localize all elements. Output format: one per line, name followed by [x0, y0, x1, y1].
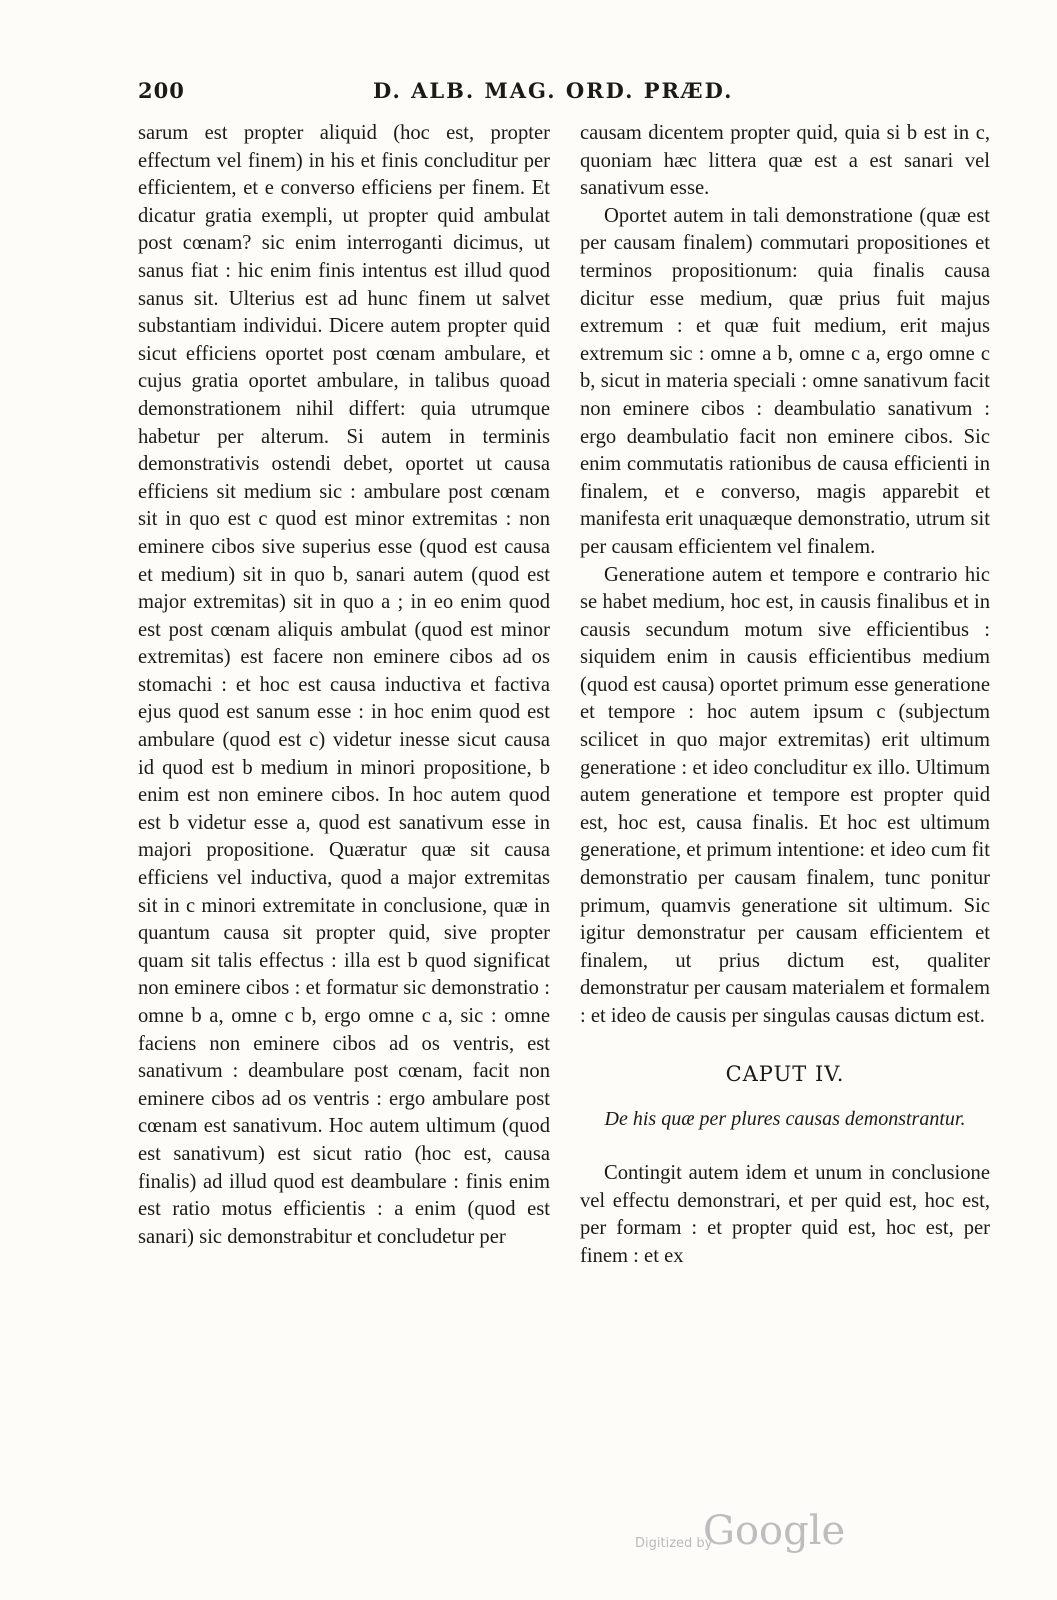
right-paragraph-1: causam dicentem propter quid, quia si b est in c, quoniam hæc littera quæ est a est sanari vel sanativum esse. — [580, 122, 990, 200]
left-column — [138, 120, 550, 1251]
page-number: 200 — [138, 78, 185, 103]
right-paragraph-4: Contingit autem idem et unum in conclusione vel effectu demonstrari, et per quid est, hoc est, per formam : et propter quid est, hoc est, per finem : et ex — [580, 1162, 990, 1267]
google-logo: Google — [703, 1508, 846, 1554]
left-paragraph-1: sarum est propter aliquid (hoc est, propter effectum vel finem) in his et finis concluditur per efficientem, et e converso efficiens per finem. Et dicatur gratia exempli, ut propter quid ambulat post cœnam? sic enim interroganti dicimus, ut sanus fiat : hic enim finis intentus est illud quod sanus sit. Ulterius est ad hunc finem ut salvet substantiam individui. Dicere autem propter quid sicut efficiens oportet post cœnam ambulare, et cujus gratia oportet ambulare, in talibus quoad demonstrationem nihil differt: quia utrumque habetur per alterum. Si autem in terminis demonstrativis ostendi debet, oportet ut causa efficiens sit medium sic : ambulare post cœnam sit in quo est c quod est minor extremitas : non eminere cibos sive superius esse (quod est causa et medium) sit in quo b, sanari autem (quod est major extremitas) sit in quo a ; in eo enim quod est post cœnam aliquis ambulat (quod est minor extremitas) est facere non eminere cibos ad os stomachi : et hoc est causa inductiva et factiva ejus quod est sanum esse : in hoc enim quod est ambulare (quod est c) videtur inesse sicut causa id quod est b medium in minori propositione, b enim est non eminere cibos. In hoc autem quod est b videtur esse a, quod est sanativum esse in majori propositione. Quæratur quæ sit causa efficiens vel inductiva, quod a major extremitas sit in c minori extremitate in conclusione, quæ in quantum causa sit propter quid, sive propter quam sit talis effectus : illa est b quod significat non eminere cibos : et formatur sic demonstratio : omne b a, omne c b, ergo omne c a, sic : omne faciens non eminere cibos ad os ventris, est sanativum : deambulare post cœnam, facit non eminere cibos ad os ventris : ergo ambulare post cœnam est sanativum. Hoc autem ultimum (quod est sanativum) est sicut ratio (hoc est, causa finalis) ad illud quod est deambulare : finis enim est ratio motus efficientis : a enim (quod est sanari) sic demonstrabitur et concludetur per — [138, 122, 550, 1248]
running-head: D. ALB. MAG. ORD. PRÆD. — [373, 78, 734, 103]
digitized-watermark — [635, 1508, 846, 1558]
right-paragraph-2: Oportet autem in tali demonstratione (quæ est per causam finalem) commutari propositiones et terminos propositionum: quia finalis causa dicitur esse medium, quæ prius fuit majus extremum : et quæ fuit medium, erit majus extremum sic : omne a b, omne c a, ergo omne c b, sicut in materia speciali : omne sanativum facit non eminere cibos : deambulatio sanativum : ergo deambulatio facit non eminere cibos. Sic enim commutatis rationibus de causa efficienti in finalem, et e converso, magis apparebit et manifesta erit unaquæque demonstratio, utrum sit per causam efficientem vel finalem. — [580, 204, 990, 558]
chapter-subtitle: De his quæ per plures causas demonstrantur. — [604, 1108, 966, 1131]
page-header — [138, 74, 968, 110]
right-paragraph-3: Generatione autem et tempore e contrario hic se habet medium, hoc est, in causis finalibus et in causis secundum motum sive efficientibus : siquidem enim in causis efficientibus medium (quod est causa) oportet primum esse generatione et tempore : hoc autem ipsum c (subjectum scilicet in quo major extremitas) erit ultimum generatione : et ideo concluditur ex illo. Ultimum autem generatione et tempore est propter quid est, hoc est, causa finalis. Et hoc est ultimum generatione, et primum intentione: et ideo cum fit demonstratio per causam finalem, tunc ponitur primum, quamvis generatione sit ultimum. Sic igitur demonstratur per causam efficientem et finalem, ut prius dictum est, qualiter demonstratur per causam materialem et formalem : et ideo de causis per singulas causas dictum est. — [580, 563, 990, 1027]
right-column — [580, 120, 990, 1271]
watermark-prefix: Digitized by — [635, 1536, 713, 1551]
chapter-title: CAPUT IV. — [725, 1061, 845, 1086]
